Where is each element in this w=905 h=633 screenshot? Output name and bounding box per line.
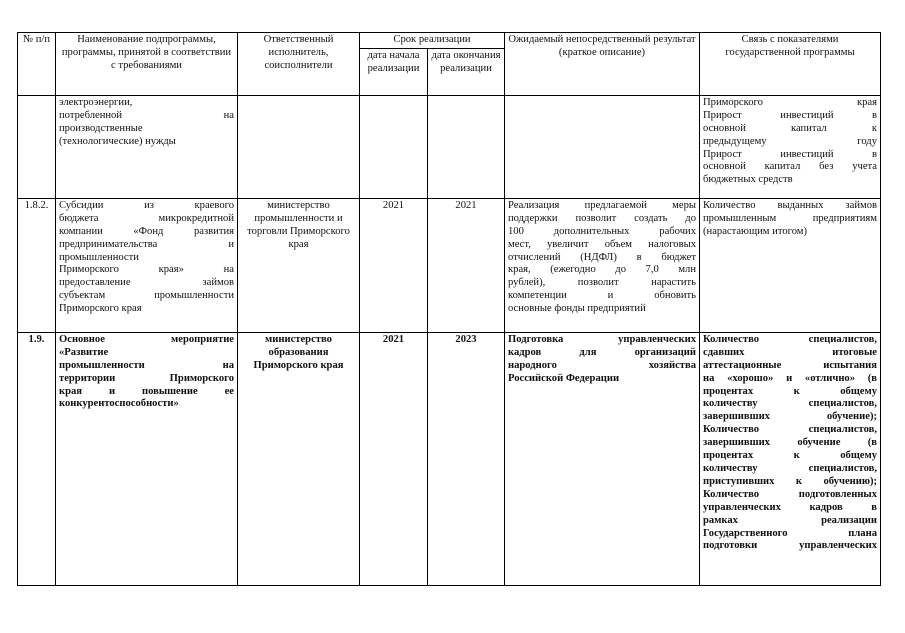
text-line: предыдущему году (703, 135, 877, 147)
header-period: Срок реализации (360, 33, 505, 49)
text-line: Прирост инвестиций в (703, 109, 877, 121)
text-line: основной капитал без учета (703, 161, 877, 173)
text-line: потребленной на (59, 109, 234, 121)
text-line: количеству специалистов, (703, 398, 877, 410)
text-line: компетенции и обновить (508, 290, 696, 302)
cell-end-cont (428, 95, 505, 198)
text-line: конкурентоспособности» (59, 398, 179, 410)
text-line: поддержки позволит создать до (508, 212, 696, 224)
text-line: края, (ежегодно до 7,0 млн (508, 264, 696, 276)
text-line: производственные (59, 122, 143, 134)
header-end: дата окончания реализации (428, 48, 505, 95)
text-line: предоставление займов (59, 277, 234, 289)
text-line: Приморского края» на (59, 264, 234, 276)
header-executor: Ответственный исполнитель, соисполнители (238, 33, 360, 96)
cell-name-1-8-2 (56, 198, 238, 332)
cell-name-1-9 (56, 332, 238, 585)
text-line: территории Приморского (59, 372, 234, 384)
text-line: народного хозяйства (508, 359, 696, 371)
table-header-row (18, 33, 881, 49)
cell-result-1-8-2 (505, 198, 700, 332)
cell-executor-cont (238, 95, 360, 198)
cell-num-1-8-2: 1.8.2. (18, 198, 56, 332)
table-row-continued (18, 95, 881, 198)
text-line: отчислений (НДФЛ) в бюджет (508, 251, 696, 263)
text-line: Субсидии из краевого (59, 199, 234, 211)
text-line: приступивших к обучению); (703, 475, 877, 487)
cell-num-cont (18, 95, 56, 198)
header-start: дата начала реализации (360, 48, 428, 95)
cell-result-cont (505, 95, 700, 198)
text-line: бюджетных средств (703, 174, 793, 186)
text-line: края и повышение ее (59, 385, 234, 397)
cell-name-cont (56, 95, 238, 198)
program-table (17, 32, 881, 586)
text-line: кадров для организаций (508, 346, 696, 358)
text-line: Подготовка управленческих (508, 333, 696, 345)
cell-executor-1-8-2: министерство промышленности и торговли Приморского края (238, 198, 360, 332)
cell-end-1-9: 2023 (428, 332, 505, 585)
text-line: промышленности (59, 251, 139, 263)
cell-result-1-9 (505, 332, 700, 585)
text-line: подготовки управленческих (703, 540, 877, 552)
text-line: основной капитал к (703, 122, 877, 134)
text-line: на «хорошо» и «отлично» (в (703, 372, 877, 384)
cell-link-1-8-2: Количество выданных займов промышленным предприятиям (нарастающим итогом) (700, 198, 881, 332)
text-line: компании «Фонд развития (59, 225, 234, 237)
header-name: Наименование подпрограммы, программы, принятой в соответствии с требованиями (56, 33, 238, 96)
table-row-1-8-2 (18, 198, 881, 332)
text-line: электроэнергии, (59, 96, 133, 108)
text-line: Количество подготовленных (703, 488, 877, 500)
text-line: процентах к общему (703, 450, 877, 462)
text-line: завершивших обучение (в (703, 437, 877, 449)
table-row-1-9 (18, 332, 881, 585)
text-line: основные фонды предприятий (508, 303, 646, 315)
cell-num-1-9: 1.9. (18, 332, 56, 585)
text-line: 100 дополнительных рабочих (508, 225, 696, 237)
text-line: Основное мероприятие (59, 333, 234, 345)
header-num: № п/п (18, 33, 56, 96)
text-line: Приморского края (59, 303, 142, 315)
text-line: «Развитие (59, 346, 109, 358)
cell-link-cont (700, 95, 881, 198)
text-line: предпринимательства и (59, 238, 234, 250)
header-link: Связь с показателями государственной программы (700, 33, 881, 96)
text-line: рамках реализации (703, 514, 877, 526)
cell-link-1-9 (700, 332, 881, 585)
text-line: (технологические) нужды (59, 135, 176, 147)
text-line: мест, увеличит объем налоговых (508, 238, 696, 250)
cell-executor-1-9: министерство образования Приморского края (238, 332, 360, 585)
text-line: Прирост инвестиций в (703, 148, 877, 160)
text-line: субъектам промышленности (59, 290, 234, 302)
header-result: Ожидаемый непосредственный результат (краткое описание) (505, 33, 700, 96)
text-line: Количество специалистов, (703, 333, 877, 345)
text-line: Приморского края (703, 96, 877, 108)
text-line: промышленности на (59, 359, 234, 371)
text-line: бюджета микрокредитной (59, 212, 234, 224)
text-line: Российской Федерации (508, 372, 620, 384)
text-line: количеству специалистов, (703, 462, 877, 474)
text-line: завершивших обучение); (703, 411, 877, 423)
cell-start-1-8-2: 2021 (360, 198, 428, 332)
cell-end-1-8-2: 2021 (428, 198, 505, 332)
text-line: Реализация предлагаемой меры (508, 199, 696, 211)
text-line: Государственного плана (703, 527, 877, 539)
text-line: управленческих кадров в (703, 501, 877, 513)
text-line: рублей), позволит нарастить (508, 277, 696, 289)
text-line: процентах к общему (703, 385, 877, 397)
cell-start-cont (360, 95, 428, 198)
text-line: аттестационные испытания (703, 359, 877, 371)
document-page (17, 32, 881, 586)
text-line: Количество специалистов, (703, 424, 877, 436)
cell-start-1-9: 2021 (360, 332, 428, 585)
text-line: сдавших итоговые (703, 346, 877, 358)
